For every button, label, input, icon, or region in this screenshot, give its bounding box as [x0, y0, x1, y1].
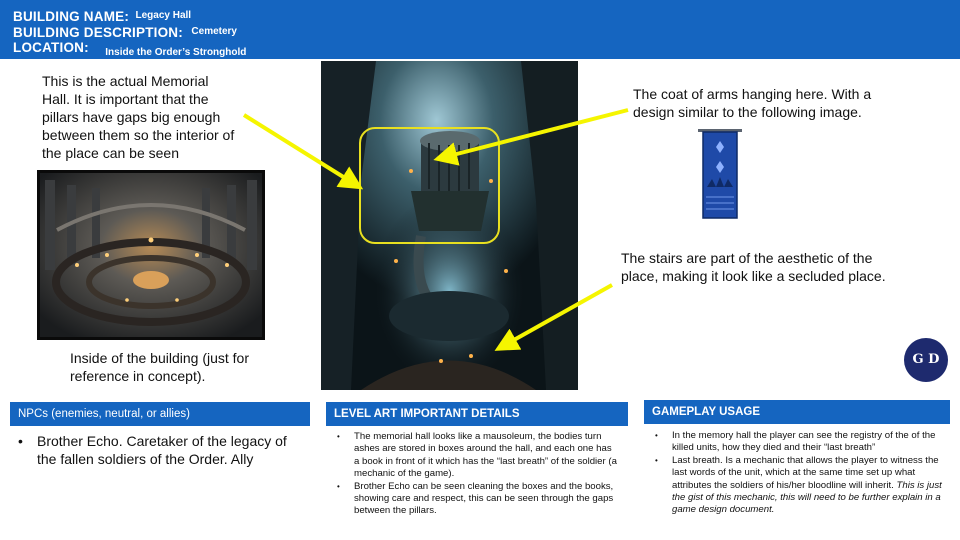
interior-caption: Inside of the building (just for reference in concept). — [70, 350, 249, 384]
gameplay-item: • In the memory hall the player can see the registry of the of the killed units, how they died and their “last breath” — [652, 430, 947, 455]
location-label: LOCATION: — [13, 40, 89, 55]
building-description-value: Cemetery — [191, 26, 237, 37]
npcs-list — [15, 432, 310, 468]
level-art-section-header: LEVEL ART IMPORTANT DETAILS — [326, 402, 628, 426]
gameplay-item-text: Last breath. Is a mechanic that allows the player to witness the last words of the unit, which at the same time set up what attributes the soldiers of his/her bloodline will inherit. — [672, 454, 939, 491]
arrow-to-memorial-hall — [244, 115, 353, 183]
studio-logo — [904, 338, 948, 382]
npcs-section-header: NPCs (enemies, neutral, or allies) — [10, 402, 310, 426]
gameplay-item — [652, 455, 947, 517]
level-art-list — [334, 431, 619, 518]
stairs-note: The stairs are part of the aesthetic of the place, making it look like a secluded place. — [621, 250, 886, 284]
studio-logo-text: G D — [912, 352, 940, 367]
memorial-hall-note: This is the actual Memorial Hall. It is important that the pillars have gaps big enough between them so the interior of the place can be seen — [42, 73, 235, 161]
level-art-item: • Brother Echo can be seen cleaning the boxes and the books, showing care and respect, this can be seen through the gaps between the pillars. — [334, 481, 619, 518]
coat-of-arms-note: The coat of arms hanging here. With a design similar to the following image. — [633, 86, 872, 120]
gameplay-list — [652, 430, 947, 517]
gameplay-section-header: GAMEPLAY USAGE — [644, 400, 950, 424]
gameplay-item-italic-note: This is just the gist of this mechanic, this will need to be further explain in a game design document. — [672, 479, 942, 516]
building-name-label: BUILDING NAME: — [13, 9, 130, 24]
arrow-to-stairs — [505, 285, 612, 345]
building-description-label: BUILDING DESCRIPTION: — [13, 25, 183, 40]
arrow-to-coat-of-arms — [445, 110, 628, 157]
level-art-item: • The memorial hall looks like a mausoleum, the bodies turn ashes are stored in boxes around the hall, and each one has a book in front of it which has the “last breath” of the soldier (a mechanic of the game). — [334, 431, 619, 481]
building-name-value: Legacy Hall — [135, 10, 192, 21]
location-value: Inside the Order’s Stronghold — [105, 47, 247, 58]
npc-item: • Brother Echo. Caretaker of the legacy of the fallen soldiers of the Order. Ally — [15, 432, 310, 468]
